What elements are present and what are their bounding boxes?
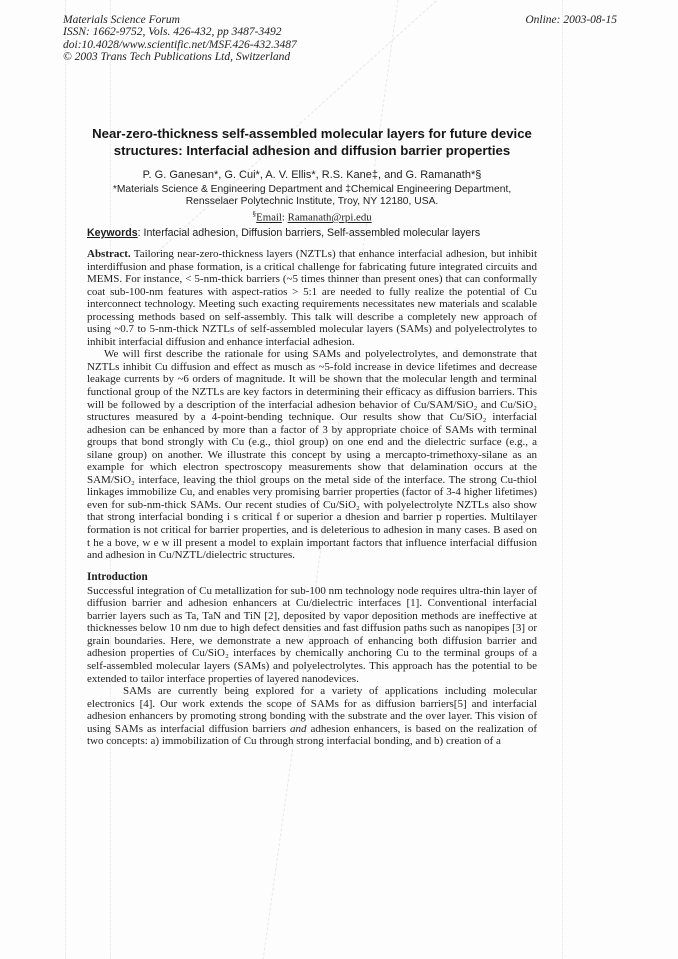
introduction-paragraph-2 bbox=[87, 685, 537, 748]
introduction-heading: Introduction bbox=[87, 570, 148, 583]
email-label: Email bbox=[256, 211, 282, 224]
keywords-line bbox=[87, 227, 537, 239]
intro-p2-text-cont: adhesion enhancers, is based on the realization of two concepts: a) immobilization of Cu through strong interfacial bonding, and b) creation of a bbox=[87, 722, 537, 748]
watermark-line bbox=[562, 0, 563, 959]
abstract-paragraph-1 bbox=[87, 248, 537, 348]
journal-header bbox=[63, 14, 617, 63]
abstract-p1-text: Tailoring near-zero-thickness layers (NZTLs) that enhance interfacial adhesion, but inhibit interdiffusion and phase formation, is a critical challenge for fabricating future integrated circuits and MEMS. For instance, < 5-nm-thick barriers (~5 times thinner than present ones) that can conformally coat sub-100-nm features with aspect-ratios > 5:1 are needed to fully realize the potential of Cu interconnect technology. Meeting such exacting requirements necessitates new materials and scalable processing methods based on self-assembly. This talk will describe a completely new approach of using ~0.7 to 5-nm-thick NZTLs of self-assembled molecular layers (SAMs) and polyelectrolytes to inhibit interfacial diffusion and enhance interfacial adhesion. bbox=[87, 248, 537, 348]
copyright-line: © 2003 Trans Tech Publications Ltd, Switzerland bbox=[63, 50, 291, 63]
affiliation-line-2: Rensselaer Polytechnic Institute, Troy, NY 12180, USA. bbox=[185, 195, 439, 207]
section-mark: § bbox=[252, 209, 257, 219]
journal-title: Materials Science Forum bbox=[63, 14, 180, 26]
authors-line: P. G. Ganesan*, G. Cui*, A. V. Ellis*, R.S. Kane‡, and G. Ramanath*§ bbox=[142, 169, 482, 181]
abstract-label: Abstract. bbox=[87, 248, 131, 260]
issn-line: ISSN: 1662-9752, Vols. 426-432, pp 3487-3492 bbox=[63, 26, 282, 39]
paper-body bbox=[87, 248, 537, 748]
doi-line: doi:10.4028/www.scientific.net/MSF.426-432.3487 bbox=[63, 38, 297, 51]
intro-p2-text: SAMs are currently being explored for a variety of applications including molecular electronics [4]. Our work extends the scope of SAMs for as diffusion barriers[5] and interfacial adhesion enhancers by promoting strong bonding with the substrate and the over layer. This vision of using SAMs as interfacial diffusion barriers bbox=[87, 685, 537, 735]
journal-info bbox=[63, 14, 297, 63]
affiliation-line-1: *Materials Science & Engineering Department and ‡Chemical Engineering Department, bbox=[112, 184, 512, 195]
abstract-paragraph-2: We will first describe the rationale for using SAMs and polyelectrolytes, and demonstrate that NZTLs inhibit Cu diffusion and effect as musch as ~5-fold increase in device lifetimes and decrease leakage currents by ~6 orders of magnitude. It will be shown that the molecular length and terminal functional group of the NZTLs are key factors in determining their efficacy as diffusion barriers. This will be followed by a description of the interfacial adhesion behavior of Cu/SAM/SiO₂ and Cu/SiO₂ structures measured by a 4-point-bending technique. Our results show that Cu/SiO₂ interfacial adhesion can be enhanced by more than a factor of 3 by appropriate choice of SAMs with terminal groups that bond strongly with Cu (e.g., thiol group) on one end and the dielectric surface (e.g., a silane group) on another. We illustrate this concept by using a mercapto-trimethoxy-silane as an example for which electron spectroscopy measurements show that delamination occurs at the SAM/SiO₂ interface, leaving the thiol groups on the metal side of the interface. The strong Cu-thiol linkages immobilize Cu, and enables very promising barrier properties (factor of 3-4 higher lifetimes) even for sub-nm-thick SAMs. Our recent studies of Cu/SiO₂ with polyelectrolyte NZTLs also show that strong interfacial bonding i s critical f or superior a dhesion and barrier p roperties. Multilayer formation is not critical for barrier properties, and is deleterious to adhesion in many cases. B ased on t he a bove, w e w ill present a model to explain important factors that influence interfacial diffusion and adhesion in Cu/NZTL/dielectric structures. bbox=[87, 348, 537, 562]
keywords-label: Keywords bbox=[87, 227, 138, 239]
email-link[interactable]: Ramanath@rpi.edu bbox=[287, 211, 372, 224]
email-separator: : bbox=[281, 211, 288, 224]
keywords-text: : Interfacial adhesion, Diffusion barriers, Self-assembled molecular layers bbox=[137, 227, 481, 239]
watermark-line bbox=[65, 0, 66, 959]
byline-block bbox=[87, 169, 537, 224]
intro-p2-emphasis: and bbox=[290, 722, 307, 735]
email-line bbox=[87, 208, 537, 224]
introduction-paragraph-1: Successful integration of Cu metallization for sub-100 nm technology node requires ultra-thin layer of diffusion barrier and adhesion enhancers at Cu/dielectric interfaces [1]. Conventional interfacial barrier layers such as Ta, TaN and TiN [2], deposited by vapor deposition methods are ineffective at thicknesses below 10 nm due to high defect densities and fast diffusion paths such as nanopipes [3] or grain boundaries. Here, we demonstrate a new approach of enhancing both diffusion barrier and adhesion properties of Cu/SiO₂ interfaces by chemically anchoring Cu to the terminal groups of a self-assembled molecular layers (SAMs) and polyelectrolytes. This approach has the potential to be extended to tailor interface properties of layered nanodevices. bbox=[87, 584, 537, 685]
paper-title: Near-zero-thickness self-assembled molecular layers for future device structures: Interfacial adhesion and diffusion barrier properties bbox=[92, 126, 532, 158]
online-date: Online: 2003-08-15 bbox=[525, 14, 617, 26]
